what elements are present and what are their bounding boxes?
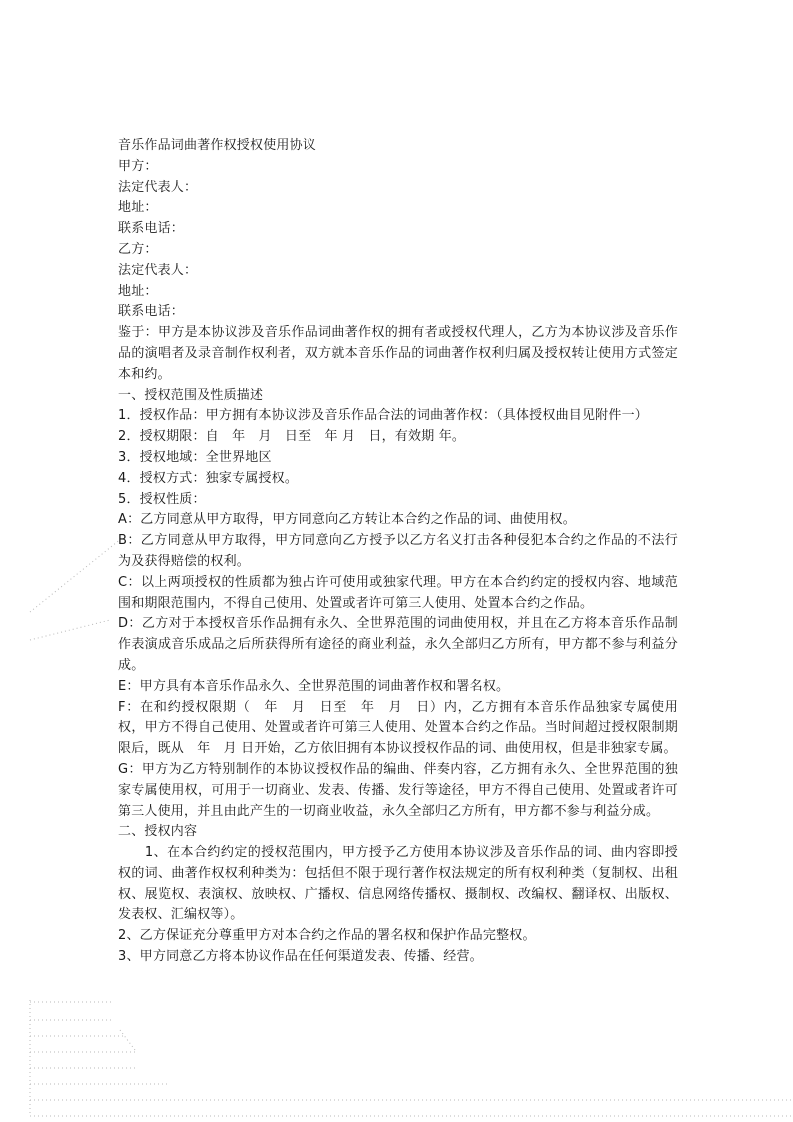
clause-1-5-c: C：以上两项授权的性质都为独占许可使用或独家代理。甲方在本合约约定的授权内容、地域范围和期限范围内，不得自己使用、处置或者许可第三人使用、处置本合约之作品。: [118, 574, 678, 611]
party-a-representative: 法定代表人：: [118, 179, 198, 195]
clause-1-5: 5．授权性质：: [118, 491, 206, 507]
clause-1-1: 1．授权作品：甲方拥有本协议涉及音乐作品合法的词曲著作权：（具体授权曲目见附件一）: [118, 408, 648, 424]
preamble-paragraph: 鉴于：甲方是本协议涉及音乐作品词曲著作权的拥有者或授权代理人，乙方为本协议涉及音乐作品的演唱者及录音制作权利者，双方就本音乐作品的词曲著作权利归属及授权转让使用方式签定本和约。: [118, 325, 678, 382]
party-a-label: 甲方：: [118, 158, 158, 174]
clause-1-3: 3．授权地域：全世界地区: [118, 449, 272, 465]
section-heading-2: 二、授权内容: [118, 824, 198, 840]
party-b-phone: 联系电话：: [118, 304, 185, 320]
clause-1-5-d: D：乙方对于本授权音乐作品拥有永久、全世界范围的词曲使用权，并且在乙方将本音乐作品制作表演成音乐成品之后所获得所有途径的商业利益，永久全部归乙方所有，甲方都不参与利益分成。: [118, 616, 678, 673]
clause-1-5-e: E：甲方具有本音乐作品永久、全世界范围的词曲著作权和署名权。: [118, 678, 510, 694]
party-b-address: 地址：: [118, 283, 158, 299]
section-heading-1: 一、授权范围及性质描述: [118, 387, 264, 403]
party-b-representative: 法定代表人：: [118, 262, 198, 278]
document-title: 音乐作品词曲著作权授权使用协议: [118, 138, 317, 153]
party-a-phone: 联系电话：: [118, 221, 185, 237]
party-b-label: 乙方：: [118, 241, 158, 257]
party-a-address: 地址：: [118, 200, 158, 216]
clause-2-3: 3、甲方同意乙方将本协议作品在任何渠道发表、传播、经营。: [118, 949, 483, 965]
clause-1-2: 2．授权期限：自 年 月 日至 年 月 日，有效期 年。: [118, 429, 466, 445]
clause-2-1: 1、在本合约约定的授权范围内，甲方授予乙方使用本协议涉及音乐作品的词、曲内容即授权的词、曲著作权权利种类为：包括但不限于现行著作权法规定的所有权利种类（复制权、出租权、展览权、表演权、放映权、广播权、信息网络传播权、摄制权、改编权、翻译权、出版权、发表权、汇编权等）。: [118, 845, 678, 923]
clause-1-5-a: A：乙方同意从甲方取得，甲方同意向乙方转让本合约之作品的词、曲使用权。: [118, 512, 576, 528]
clause-1-5-b: B：乙方同意从甲方取得，甲方同意向乙方授予以乙方名义打击各种侵犯本合约之作品的不法行为及获得赔偿的权利。: [118, 533, 678, 569]
clause-2-2: 2、乙方保证充分尊重甲方对本合约之作品的署名权和保护作品完整权。: [118, 928, 536, 944]
clause-1-4: 4．授权方式：独家专属授权。: [118, 470, 299, 486]
clause-1-5-f: F：在和约授权限期（ 年 月 日至 年 月 日）内，乙方拥有本音乐作品独家专属使用权，甲方不得自己使用、处置或者许可第三人使用、处置本合约之作品。当时间超过授权限制期限后，既从 年 月 日开始，乙方依旧拥有本协议授权作品的词、曲使用权，但是非独家专属。: [118, 699, 678, 757]
clause-1-5-g: G：甲方为乙方特别制作的本协议授权作品的编曲、伴奏内容，乙方拥有永久、全世界范围的独家专属使用权，可用于一切商业、发表、传播、发行等途径，甲方不得自己使用、处置或者许可第三人使用，并且由此产生的一切商业收益，永久全部归乙方所有，甲方都不参与利益分成。: [118, 761, 678, 819]
agreement-document: [118, 136, 678, 968]
